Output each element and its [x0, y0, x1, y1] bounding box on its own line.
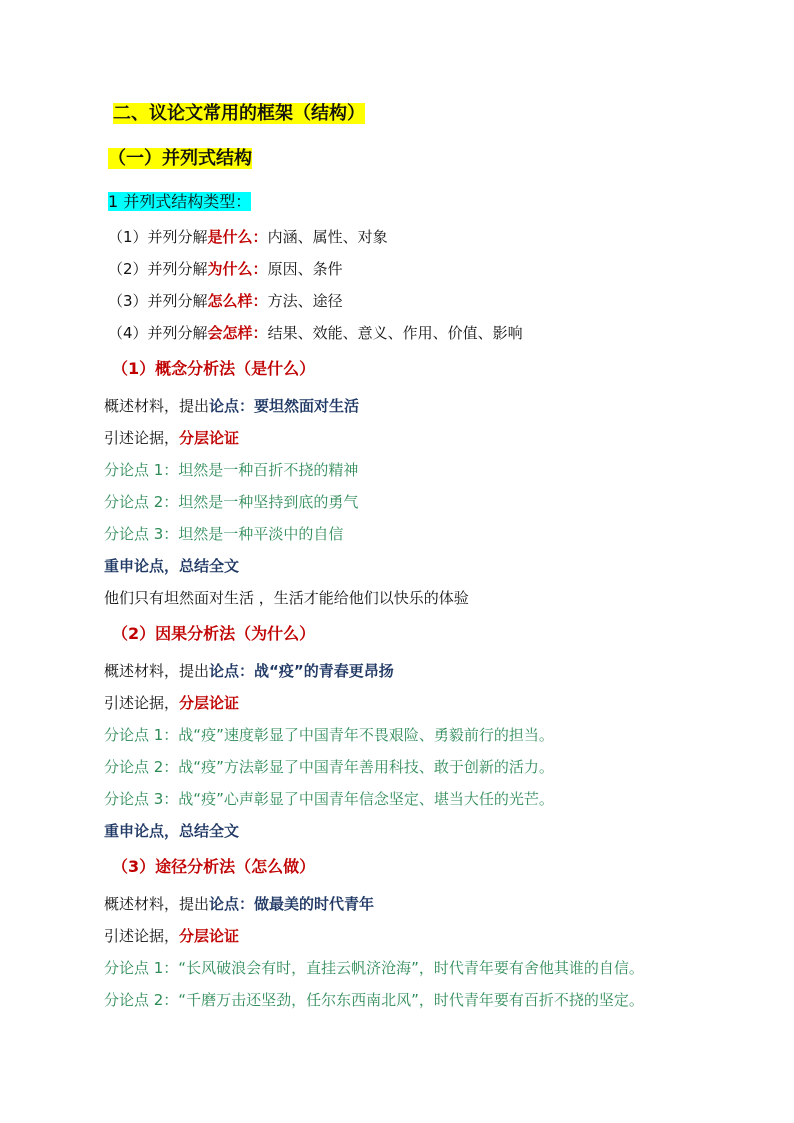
type-title: 1 并列式结构类型：	[108, 192, 252, 211]
intro-line: 概述材料，提出论点：做最美的时代青年	[104, 895, 375, 913]
summary-line: 重申论点，总结全文	[104, 557, 240, 575]
method-heading: （3）途径分析法（怎么做）	[112, 857, 316, 876]
sub-point: 分论点 1：坦然是一种百折不挠的精神	[104, 461, 359, 479]
method-heading: （1）概念分析法（是什么）	[112, 359, 316, 378]
cite-line: 引述论据，分层论证	[104, 694, 240, 712]
intro-line: 概述材料，提出论点：战“疫”的青春更昂扬	[104, 662, 394, 680]
sub-point: 分论点 2：战“疫”方法彰显了中国青年善用科技、敢于创新的活力。	[104, 758, 554, 776]
method-heading: （2）因果分析法（为什么）	[112, 624, 316, 643]
intro-line: 概述材料，提出论点：要坦然面对生活	[104, 397, 360, 415]
sub-point: 分论点 3：坦然是一种平淡中的自信	[104, 525, 344, 543]
section-title: 二、议论文常用的框架（结构）	[113, 103, 365, 124]
cite-line: 引述论据，分层论证	[104, 429, 240, 447]
sub-point: 分论点 2：坦然是一种坚持到底的勇气	[104, 493, 359, 511]
sub-point: 分论点 2：“千磨万击还坚劲，任尔东西南北风”，时代青年要有百折不挠的坚定。	[104, 991, 644, 1009]
sub-title: （一）并列式结构	[108, 148, 252, 169]
type-item: （4）并列分解会怎样：结果、效能、意义、作用、价值、影响	[108, 324, 523, 342]
sub-point: 分论点 1：战“疫”速度彰显了中国青年不畏艰险、勇毅前行的担当。	[104, 726, 554, 744]
sub-point: 分论点 3：战“疫”心声彰显了中国青年信念坚定、堪当大任的光芒。	[104, 790, 554, 808]
conclusion-line: 他们只有坦然面对生活 ，生活才能给他们以快乐的体验	[104, 589, 469, 607]
type-item: （3）并列分解怎么样：方法、途径	[108, 292, 343, 310]
type-item: （2）并列分解为什么：原因、条件	[108, 260, 343, 278]
type-item: （1）并列分解是什么：内涵、属性、对象	[108, 228, 388, 246]
cite-line: 引述论据，分层论证	[104, 927, 240, 945]
sub-point: 分论点 1：“长风破浪会有时，直挂云帆济沧海”，时代青年要有舍他其谁的自信。	[104, 959, 644, 977]
summary-line: 重申论点，总结全文	[104, 822, 240, 840]
